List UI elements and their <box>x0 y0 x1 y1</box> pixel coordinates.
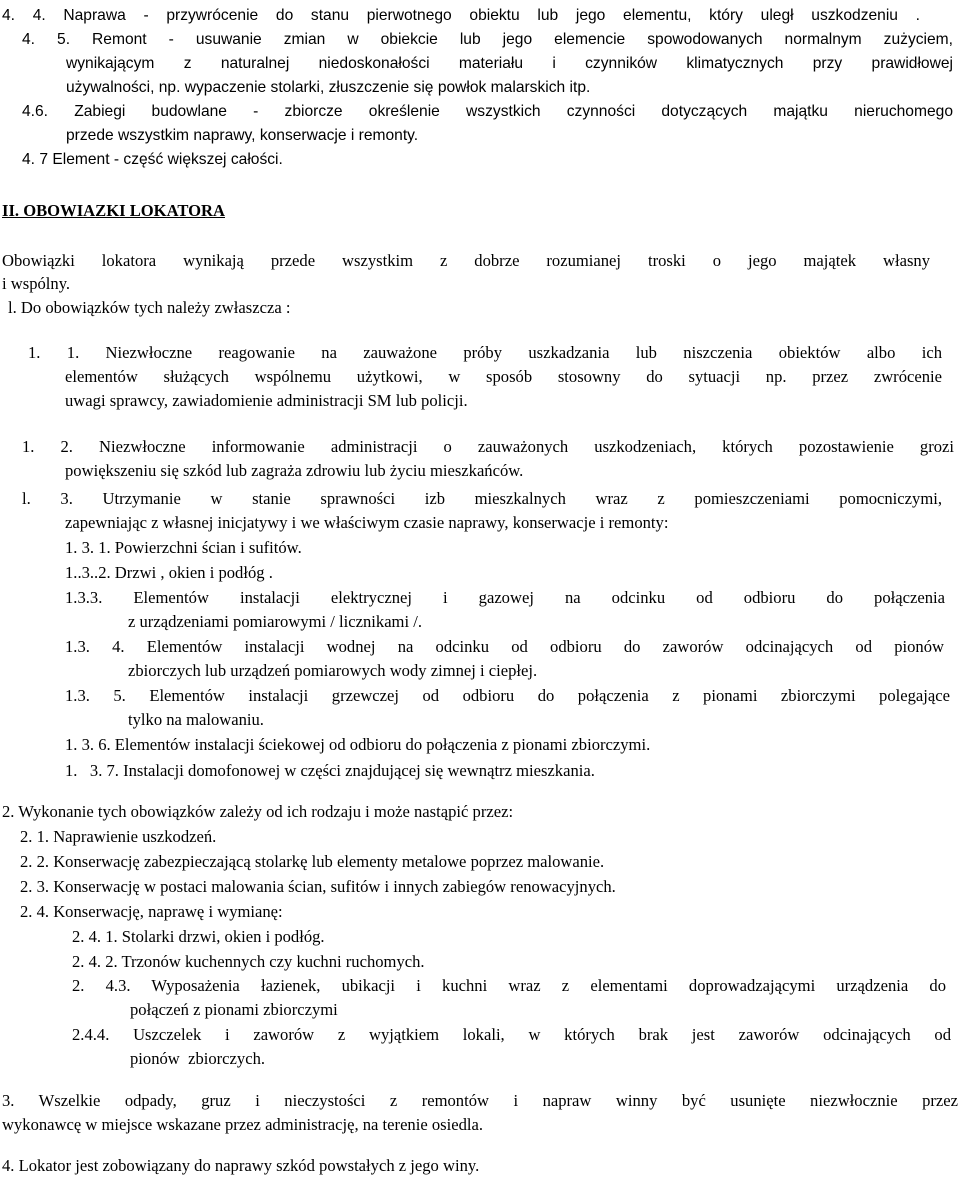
section-heading: II. OBOWIAZKI LOKATORA <box>2 201 225 220</box>
definition-4-5-line2: wynikającym z naturalnej niedoskonałości materiału i czynników klimatycznych przy prawidłowej <box>66 55 953 72</box>
item-2-3: 2. 3. Konserwację w postaci malowania ścian, sufitów i innych zabiegów renowacyjnych. <box>20 877 616 896</box>
item-3-line1: 3. Wszelkie odpady, gruz i nieczystości z remontów i napraw winny być usunięte niezwłocznie przez <box>2 1091 958 1110</box>
item-1-3-2: 1..3..2. Drzwi , okien i podłóg . <box>65 563 273 582</box>
item-1-1-line1: 1. 1. Niezwłoczne reagowanie na zauważone próby uszkadzania lub niszczenia obiektów albo ich <box>28 343 942 362</box>
definition-4-6-line1: 4.6. Zabiegi budowlane - zbiorcze określenie wszystkich czynności dotyczących majątku nieruchomego <box>22 103 953 120</box>
item-1-3-3-line2: z urządzeniami pomiarowymi / licznikami /. <box>128 612 422 631</box>
item-1-3-line1: l. 3. Utrzymanie w stanie sprawności izb mieszkalnych wraz z pomieszczeniami pomocniczymi, <box>22 489 942 508</box>
definition-4-5-line1: 4. 5. Remont - usuwanie zmian w obiekcie lub jego elemencie spowodowanych normalnym zużyciem, <box>22 31 953 48</box>
item-2-4-4-line2: pionów zbiorczych. <box>130 1049 266 1068</box>
definition-4-5-line3: używalności, np. wypaczenie stolarki, złuszczenie się powłok malarskich itp. <box>66 79 591 96</box>
item-1-2-line1: 1. 2. Niezwłoczne informowanie administracji o zauważonych uszkodzeniach, których pozostawienie grozi <box>22 437 954 456</box>
item-1-3-5-line1: 1.3. 5. Elementów instalacji grzewczej od odbioru do połączenia z pionami zbiorczymi polegające <box>65 686 950 705</box>
item-1-1-line2: elementów służących wspólnemu użytkowi, w sposób stosowny do sytuacji np. przez zwrócenie <box>65 367 942 386</box>
item-2-4: 2. 4. Konserwację, naprawę i wymianę: <box>20 902 283 921</box>
item-2: 2. Wykonanie tych obowiązków zależy od ich rodzaju i może nastąpić przez: <box>2 802 514 821</box>
intro-line2: i wspólny. <box>2 274 71 293</box>
item-2-4-4-line1: 2.4.4. Uszczelek i zaworów z wyjątkiem lokali, w których brak jest zaworów odcinających od <box>72 1025 951 1044</box>
item-2-4-3-line2: połączeń z pionami zbiorczymi <box>130 1000 338 1019</box>
item-1-3-4-line2: zbiorczych lub urządzeń pomiarowych wody zimnej i ciepłej. <box>128 661 538 680</box>
item-2-4-3-line1: 2. 4.3. Wyposażenia łazienek, ubikacji i kuchni wraz z elementami doprowadzającymi urządzenia do <box>72 976 946 995</box>
item-1-3-3-line1: 1.3.3. Elementów instalacji elektrycznej i gazowej na odcinku od odbioru do połączenia <box>65 588 945 607</box>
definition-4-7: 4. 7 Element - część większej całości. <box>22 151 283 168</box>
item-4: 4. Lokator jest zobowiązany do naprawy szkód powstałych z jego winy. <box>2 1156 480 1175</box>
definition-4-6-line2: przede wszystkim naprawy, konserwacje i remonty. <box>66 127 419 144</box>
item-1-3-line2: zapewniając z własnej inicjatywy i we właściwym czasie naprawy, konserwacje i remonty: <box>65 513 669 532</box>
item-1-3-1: 1. 3. 1. Powierzchni ścian i sufitów. <box>65 538 302 557</box>
intro-line3: l. Do obowiązków tych należy zwłaszcza : <box>8 298 291 317</box>
item-3-line2: wykonawcę w miejsce wskazane przez administrację, na terenie osiedla. <box>2 1115 483 1134</box>
item-1-3-5-line2: tylko na malowaniu. <box>128 710 264 729</box>
item-1-2-line2: powiększeniu się szkód lub zagraża zdrowiu lub życiu mieszkańców. <box>65 461 524 480</box>
intro-line1: Obowiązki lokatora wynikają przede wszystkim z dobrze rozumianej troski o jego majątek własny <box>2 251 930 270</box>
definition-4-4: 4. 4. Naprawa - przywrócenie do stanu pierwotnego obiektu lub jego elementu, który uległ uszkodzeniu . <box>2 7 920 24</box>
item-1-3-7: 1. 3. 7. Instalacji domofonowej w części znajdującej się wewnątrz mieszkania. <box>65 761 595 780</box>
item-2-4-2: 2. 4. 2. Trzonów kuchennych czy kuchni ruchomych. <box>72 952 425 971</box>
item-1-1-line3: uwagi sprawcy, zawiadomienie administracji SM lub policji. <box>65 391 468 410</box>
item-2-2: 2. 2. Konserwację zabezpieczającą stolarkę lub elementy metalowe poprzez malowanie. <box>20 852 605 871</box>
item-1-3-4-line1: 1.3. 4. Elementów instalacji wodnej na odcinku od odbioru do zaworów odcinających od pionów <box>65 637 944 656</box>
item-1-3-6: 1. 3. 6. Elementów instalacji ściekowej od odbioru do połączenia z pionami zbiorczymi. <box>65 735 651 754</box>
item-2-1: 2. 1. Naprawienie uszkodzeń. <box>20 827 217 846</box>
item-2-4-1: 2. 4. 1. Stolarki drzwi, okien i podłóg. <box>72 927 325 946</box>
